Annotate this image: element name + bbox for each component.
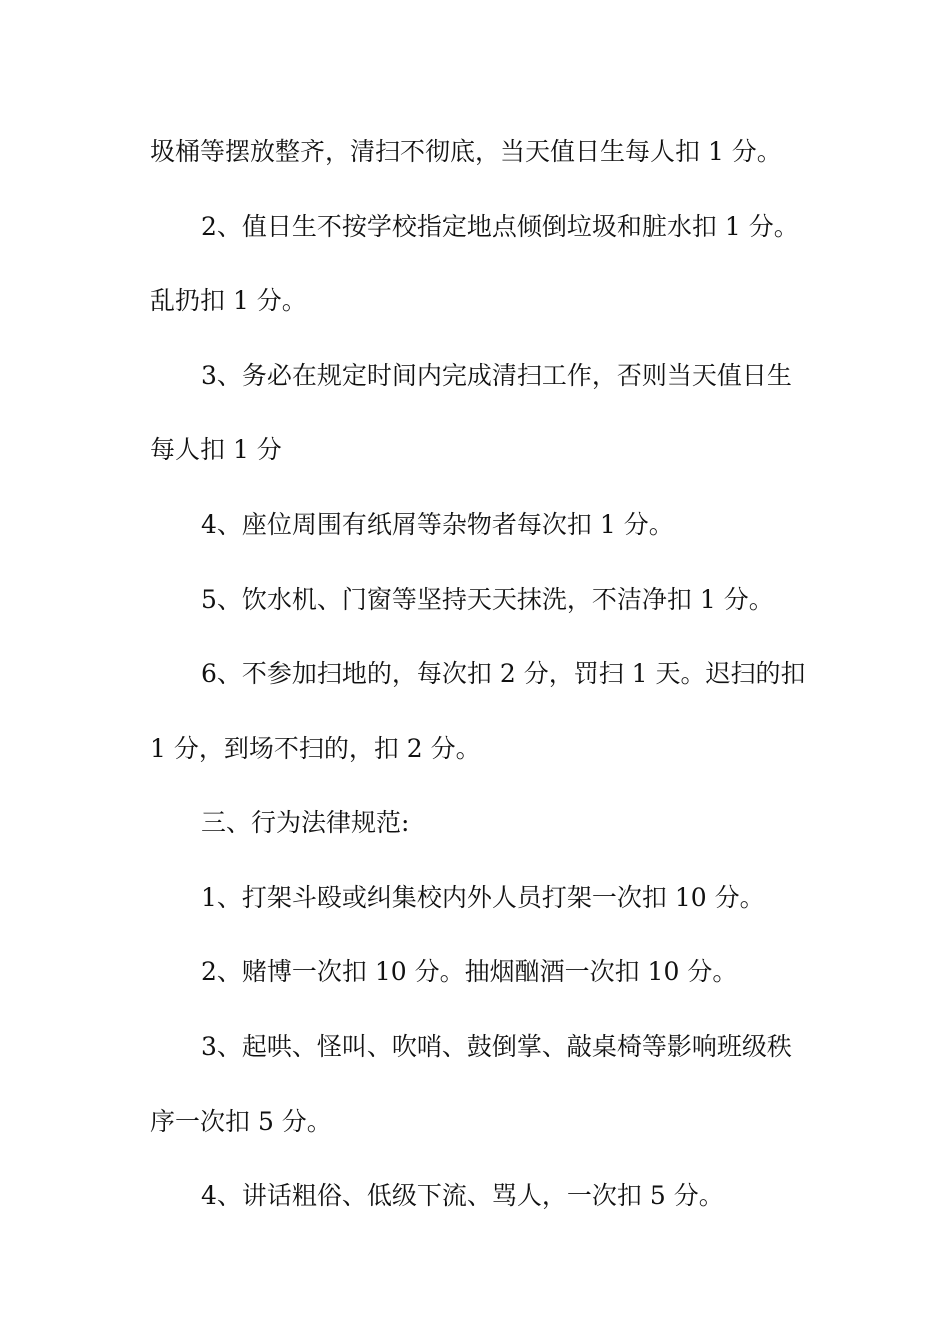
text-line: 2、赌博一次扣 10 分。抽烟酗酒一次扣 10 分。 [201, 957, 738, 986]
text-line: 3、务必在规定时间内完成清扫工作，否则当天值日生 [201, 361, 792, 390]
text-line: 1、打架斗殴或纠集校内外人员打架一次扣 10 分。 [201, 883, 765, 912]
text-line: 4、座位周围有纸屑等杂物者每次扣 1 分。 [201, 510, 674, 539]
text-line: 2、值日生不按学校指定地点倾倒垃圾和脏水扣 1 分。 [201, 212, 799, 241]
text-line: 1 分，到场不扫的，扣 2 分。 [150, 734, 481, 763]
text-line: 乱扔扣 1 分。 [150, 286, 307, 315]
text-line: 3、起哄、怪叫、吹哨、鼓倒掌、敲桌椅等影响班级秩 [201, 1032, 792, 1061]
text-line: 6、不参加扫地的，每次扣 2 分，罚扫 1 天。迟扫的扣 [201, 659, 806, 688]
section-heading: 三、行为法律规范: [201, 808, 410, 837]
text-line: 4、讲话粗俗、低级下流、骂人，一次扣 5 分。 [201, 1181, 724, 1210]
text-line: 每人扣 1 分 [150, 435, 282, 464]
text-line: 圾桶等摆放整齐，清扫不彻底，当天值日生每人扣 1 分。 [150, 137, 782, 166]
text-line: 5、饮水机、门窗等坚持天天抹洗，不洁净扣 1 分。 [201, 585, 774, 614]
text-line: 序一次扣 5 分。 [150, 1107, 332, 1136]
